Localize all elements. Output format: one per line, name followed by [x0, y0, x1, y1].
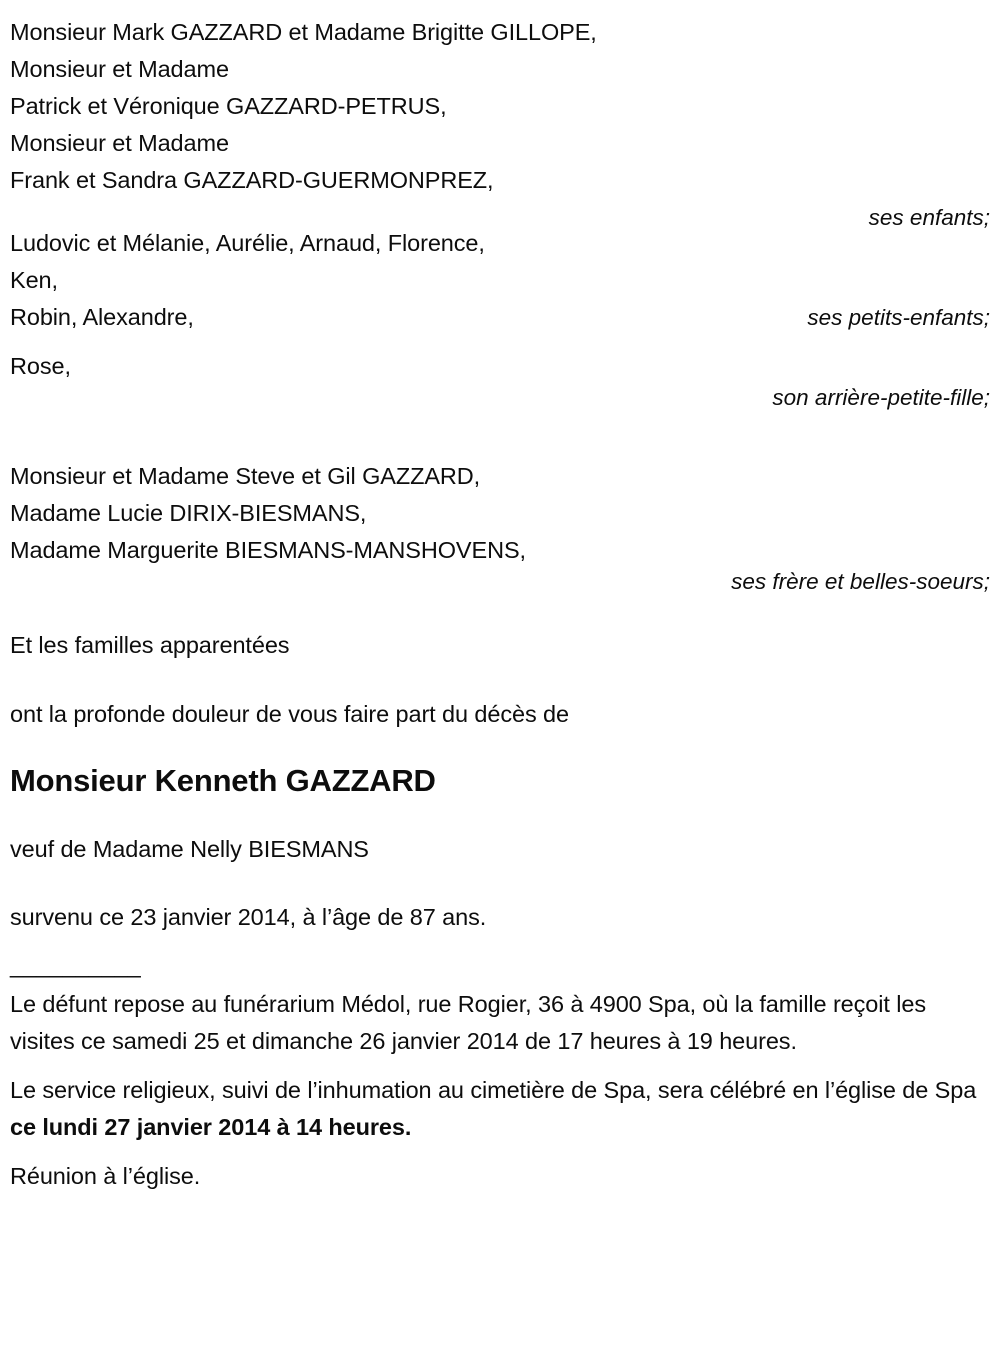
service-text-prefix: Le service religieux, suivi de l’inhumation au cimetière de Spa, sera célébré en l’église de Spa: [10, 1077, 977, 1103]
family-member-line: Frank et Sandra GAZZARD-GUERMONPREZ,: [10, 167, 494, 193]
family-member-line: Monsieur Mark GAZZARD et Madame Brigitte GILLOPE,: [10, 19, 597, 45]
spouse-line: veuf de Madame Nelly BIESMANS: [10, 836, 369, 862]
relationship-caption-great-grandchild: son arrière-petite-fille;: [772, 385, 990, 410]
section-separator: __________: [10, 952, 141, 978]
family-member-line: Madame Marguerite BIESMANS-MANSHOVENS,: [10, 537, 526, 563]
relationship-caption-siblings: ses frère et belles-soeurs;: [731, 569, 990, 594]
family-member-line: Madame Lucie DIRIX-BIESMANS,: [10, 500, 367, 526]
relationship-caption-children: ses enfants;: [868, 205, 990, 230]
gathering-line: Réunion à l’église.: [10, 1163, 201, 1189]
family-member-line: Monsieur et Madame: [10, 130, 229, 156]
family-group-grandchildren: [0, 225, 1000, 336]
service-datetime-emphasis: ce lundi 27 janvier 2014 à 14 heures.: [10, 1114, 412, 1140]
wake-details-paragraph: Le défunt repose au funérarium Médol, rue Rogier, 36 à 4900 Spa, où la famille reçoit les visites ce samedi 25 et dimanche 26 janvier 2014 de 17 heures à 19 heures.: [10, 991, 926, 1054]
family-member-line: Rose,: [10, 353, 71, 379]
related-families-line: Et les familles apparentées: [10, 632, 290, 658]
family-group-siblings: [0, 458, 1000, 594]
family-member-line: Patrick et Véronique GAZZARD-PETRUS,: [10, 93, 447, 119]
family-member-line: Ken,: [10, 267, 58, 293]
family-group-great-grandchild: [0, 348, 1000, 410]
family-member-line: Ludovic et Mélanie, Aurélie, Arnaud, Florence,: [10, 230, 485, 256]
lead-in-line: ont la profonde douleur de vous faire part du décès de: [10, 701, 569, 727]
relationship-caption-grandchildren: ses petits-enfants;: [807, 305, 990, 330]
death-date-line: survenu ce 23 janvier 2014, à l’âge de 87 ans.: [10, 904, 487, 930]
deceased-name: Monsieur Kenneth GAZZARD: [10, 763, 436, 798]
family-member-line: Monsieur et Madame: [10, 56, 229, 82]
service-details-paragraph: [0, 1072, 1000, 1146]
family-member-line: Monsieur et Madame Steve et Gil GAZZARD,: [10, 463, 481, 489]
family-group-children: [0, 14, 1000, 230]
family-member-line: Robin, Alexandre,: [10, 304, 194, 330]
